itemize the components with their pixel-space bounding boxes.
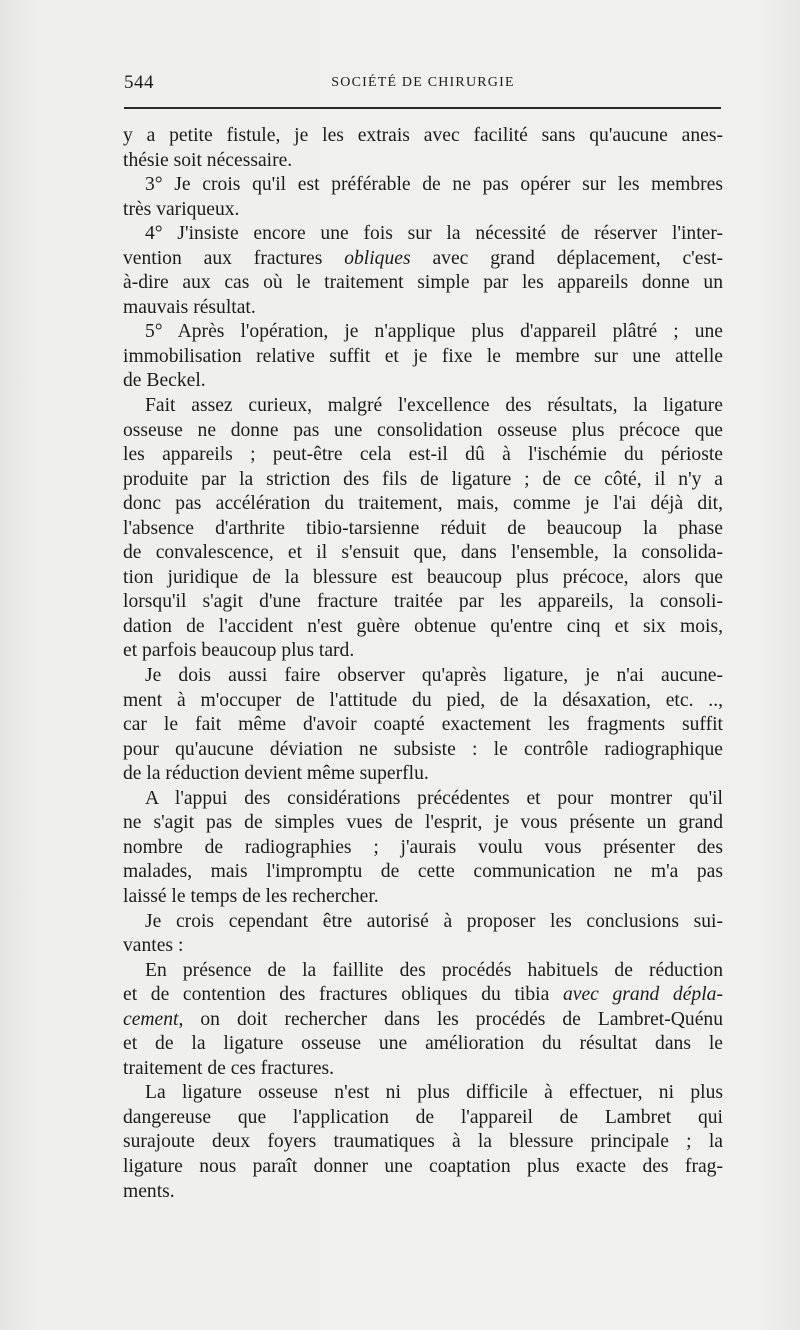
text-run: dangereuse que l'application de l'appareil de Lambret qui — [123, 1106, 723, 1128]
text-line — [123, 615, 723, 640]
text-run: nombre de radiographies ; j'aurais voulu vous présenter des — [123, 836, 723, 858]
text-line — [123, 198, 723, 223]
text-run: dation de l'accident n'est guère obtenue qu'entre cinq et six mois, — [123, 615, 723, 637]
text-line — [123, 468, 723, 493]
body-text — [123, 124, 723, 1204]
text-line — [123, 149, 723, 174]
text-line — [123, 222, 723, 247]
text-line — [123, 1081, 723, 1106]
text-line — [123, 345, 723, 370]
text-line — [123, 1130, 723, 1155]
header-rule — [124, 107, 721, 109]
text-line — [123, 885, 723, 910]
text-line — [123, 271, 723, 296]
text-line — [123, 664, 723, 689]
text-line — [123, 1057, 723, 1082]
text-line — [123, 566, 723, 591]
text-line — [123, 738, 723, 763]
text-run: ment à m'occuper de l'attitude du pied, de la désaxation, etc. .., — [123, 689, 723, 711]
text-line — [123, 983, 723, 1008]
text-run: car le fait même d'avoir coapté exactement les fragments suffit — [123, 714, 723, 736]
italic-run: avec grand dépla- — [562, 984, 723, 1006]
text-run: immobilisation relative suffit et je fixe le membre sur une attelle — [123, 345, 723, 367]
text-run: , on doit rechercher dans les procédés de Lambret-Quénu — [178, 1008, 723, 1030]
text-run: vention aux fractures — [123, 247, 345, 269]
text-line — [123, 296, 723, 321]
text-line — [123, 492, 723, 517]
text-run: et de la ligature osseuse une amélioration du résultat dans le — [123, 1033, 723, 1055]
text-run: vantes : — [123, 935, 184, 957]
text-line — [123, 369, 723, 394]
text-line — [123, 860, 723, 885]
text-run: donc pas accélération du traitement, mais, comme je l'ai déjà dit, — [123, 493, 723, 515]
text-line — [123, 910, 723, 935]
text-run: tion juridique de la blessure est beaucoup plus précoce, alors que — [123, 566, 723, 588]
text-line — [123, 639, 723, 664]
text-line — [123, 1106, 723, 1131]
text-run: ments. — [123, 1180, 175, 1202]
text-line — [123, 762, 723, 787]
text-run: Je crois cependant être autorisé à proposer les conclusions sui- — [145, 910, 723, 932]
text-line — [123, 1032, 723, 1057]
text-run: 4° J'insiste encore une fois sur la nécessité de réserver l'inter- — [145, 223, 723, 245]
text-line — [123, 811, 723, 836]
text-line — [123, 713, 723, 738]
text-run: surajoute deux foyers traumatiques à la blessure principale ; la — [123, 1131, 723, 1153]
text-run: 5° Après l'opération, je n'applique plus d'appareil plâtré ; une — [145, 321, 723, 343]
text-run: thésie soit nécessaire. — [123, 149, 293, 171]
text-line — [123, 320, 723, 345]
text-line — [123, 394, 723, 419]
text-line — [123, 173, 723, 198]
text-line — [123, 934, 723, 959]
text-line — [123, 443, 723, 468]
text-run: traitement de ces fractures. — [123, 1057, 335, 1079]
text-line — [123, 689, 723, 714]
page-header — [124, 72, 722, 96]
text-run: laissé le temps de les rechercher. — [123, 885, 379, 907]
running-head: SOCIÉTÉ DE CHIRURGIE — [331, 75, 515, 90]
text-run: Je dois aussi faire observer qu'après ligature, je n'ai aucune- — [145, 665, 723, 687]
text-line — [123, 517, 723, 542]
text-run: pour qu'aucune déviation ne subsiste : le contrôle radiographique — [123, 738, 723, 760]
text-run: de Beckel. — [123, 370, 206, 392]
text-run: produite par la striction des fils de ligature ; de ce côté, il n'y a — [123, 468, 723, 490]
italic-run: cement — [123, 1008, 179, 1030]
text-run: l'absence d'arthrite tibio-tarsienne réduit de beaucoup la phase — [123, 517, 723, 539]
text-run: et de contention des fractures obliques du tibia — [123, 984, 563, 1006]
text-run: de convalescence, et il s'ensuit que, dans l'ensemble, la consolida- — [123, 542, 723, 564]
text-run: osseuse ne donne pas une consolidation osseuse plus précoce que — [123, 419, 723, 441]
text-line — [123, 836, 723, 861]
text-line — [123, 541, 723, 566]
text-run: La ligature osseuse n'est ni plus difficile à effectuer, ni plus — [145, 1082, 723, 1104]
text-line — [123, 1155, 723, 1180]
text-run: 3° Je crois qu'il est préférable de ne pas opérer sur les membres — [145, 174, 723, 196]
text-run: En présence de la faillite des procédés habituels de réduction — [145, 959, 723, 981]
text-run: Fait assez curieux, malgré l'excellence des résultats, la ligature — [145, 395, 723, 417]
text-line — [123, 1008, 723, 1033]
page-number: 544 — [124, 72, 154, 93]
text-run: avec grand déplacement, c'est- — [410, 247, 723, 269]
italic-run: obliques — [344, 247, 411, 269]
text-run: à-dire aux cas où le traitement simple par les appareils donne un — [123, 272, 723, 294]
text-line — [123, 959, 723, 984]
text-line — [123, 247, 723, 272]
text-run: très variqueux. — [123, 198, 240, 220]
text-line — [123, 1180, 723, 1205]
text-run: les appareils ; peut-être cela est-il dû à l'ischémie du périoste — [123, 444, 723, 466]
text-line — [123, 124, 723, 149]
text-run: de la réduction devient même superflu. — [123, 763, 429, 785]
text-run: ne s'agit pas de simples vues de l'esprit, je vous présente un grand — [123, 812, 723, 834]
text-run: et parfois beaucoup plus tard. — [123, 640, 355, 662]
text-run: ligature nous paraît donner une coaptation plus exacte des frag- — [123, 1155, 723, 1177]
text-line — [123, 590, 723, 615]
text-run: lorsqu'il s'agit d'une fracture traitée par les appareils, la consoli- — [123, 591, 723, 613]
text-line — [123, 419, 723, 444]
text-run: A l'appui des considérations précédentes et pour montrer qu'il — [145, 787, 723, 809]
text-run: malades, mais l'impromptu de cette communication ne m'a pas — [123, 861, 723, 883]
text-run: mauvais résultat. — [123, 296, 256, 318]
text-line — [123, 787, 723, 812]
text-run: y a petite fistule, je les extrais avec facilité sans qu'aucune anes- — [123, 125, 723, 146]
